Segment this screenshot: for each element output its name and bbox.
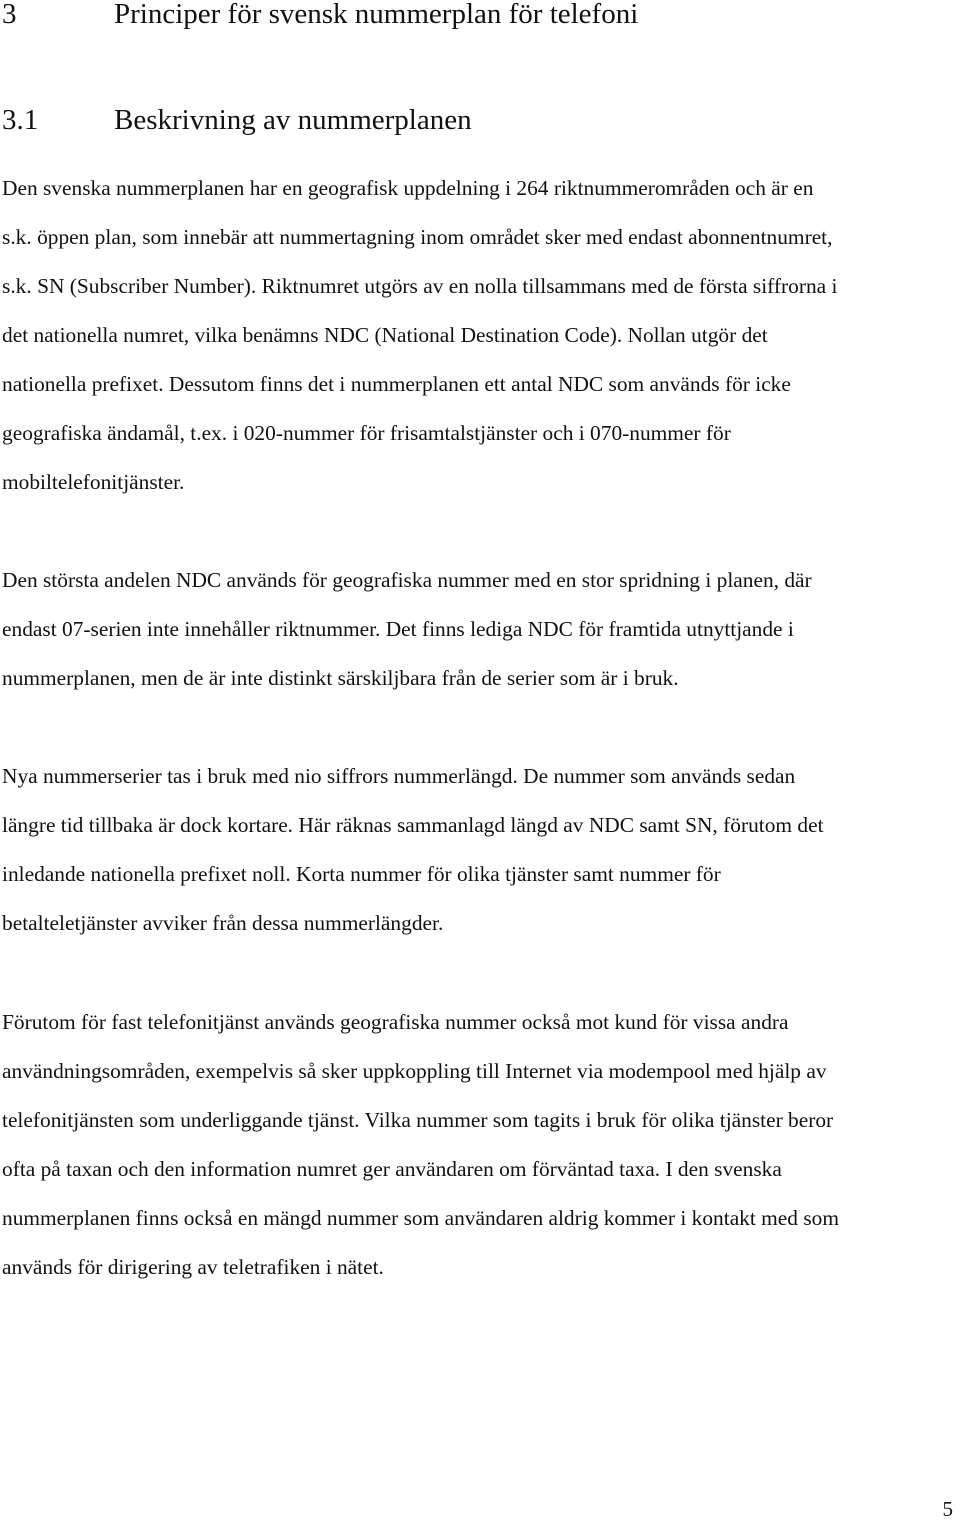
subsection-number: 3.1: [2, 104, 39, 136]
text-line: endast 07-serien inte innehåller riktnummer. Det finns lediga NDC för framtida utnyttjande i: [2, 617, 794, 641]
text-line: används för dirigering av teletrafiken i nätet.: [2, 1255, 384, 1279]
paragraph-2: [2, 556, 812, 703]
text-line: s.k. SN (Subscriber Number). Riktnumret utgörs av en nolla tillsammans med de första siffrorna i: [2, 274, 838, 298]
section-number: 3: [2, 0, 17, 30]
text-line: ofta på taxan och den information numret ger användaren om förväntad taxa. I den svenska: [2, 1157, 782, 1181]
text-line: nationella prefixet. Dessutom finns det i nummerplanen ett antal NDC som används för icke: [2, 372, 791, 396]
text-line: betalteletjänster avviker från dessa nummerlängder.: [2, 911, 444, 935]
subsection-title: Beskrivning av nummerplanen: [114, 104, 472, 136]
text-line: telefonitjänsten som underliggande tjänst. Vilka nummer som tagits i bruk för olika tjänster beror: [2, 1108, 834, 1132]
paragraph-3: [2, 752, 824, 948]
paragraph-1: [2, 164, 837, 507]
section-heading: [2, 0, 638, 32]
text-line: nummerplanen finns också en mängd nummer som användaren aldrig kommer i kontakt med som: [2, 1206, 840, 1230]
text-line: s.k. öppen plan, som innebär att nummertagning inom området sker med endast abonnentnumret,: [2, 225, 833, 249]
text-line: mobiltelefonitjänster.: [2, 470, 185, 494]
text-line: Nya nummerserier tas i bruk med nio siffrors nummerlängd. De nummer som används sedan: [2, 764, 796, 788]
text-line: geografiska ändamål, t.ex. i 020-nummer för frisamtalstjänster och i 070-nummer för: [2, 421, 731, 445]
text-line: Den största andelen NDC används för geografiska nummer med en stor spridning i planen, där: [2, 568, 812, 592]
paragraph-4: [2, 998, 839, 1292]
text-line: Den svenska nummerplanen har en geografisk uppdelning i 264 riktnummerområden och är en: [2, 176, 814, 200]
text-line: inledande nationella prefixet noll. Korta nummer för olika tjänster samt nummer för: [2, 862, 721, 886]
text-line: det nationella numret, vilka benämns NDC (National Destination Code). Nollan utgör det: [2, 323, 768, 347]
page-number: 5: [942, 1497, 953, 1521]
subsection-heading: [2, 102, 472, 138]
text-line: användningsområden, exempelvis så sker uppkoppling till Internet via modempool med hjälp av: [2, 1059, 827, 1083]
text-line: nummerplanen, men de är inte distinkt särskiljbara från de serier som är i bruk.: [2, 666, 679, 690]
text-line: Förutom för fast telefonitjänst används geografiska nummer också mot kund för vissa andra: [2, 1010, 789, 1034]
section-title: Principer för svensk nummerplan för telefoni: [114, 0, 639, 30]
text-line: längre tid tillbaka är dock kortare. Här räknas sammanlagd längd av NDC samt SN, förutom det: [2, 813, 824, 837]
